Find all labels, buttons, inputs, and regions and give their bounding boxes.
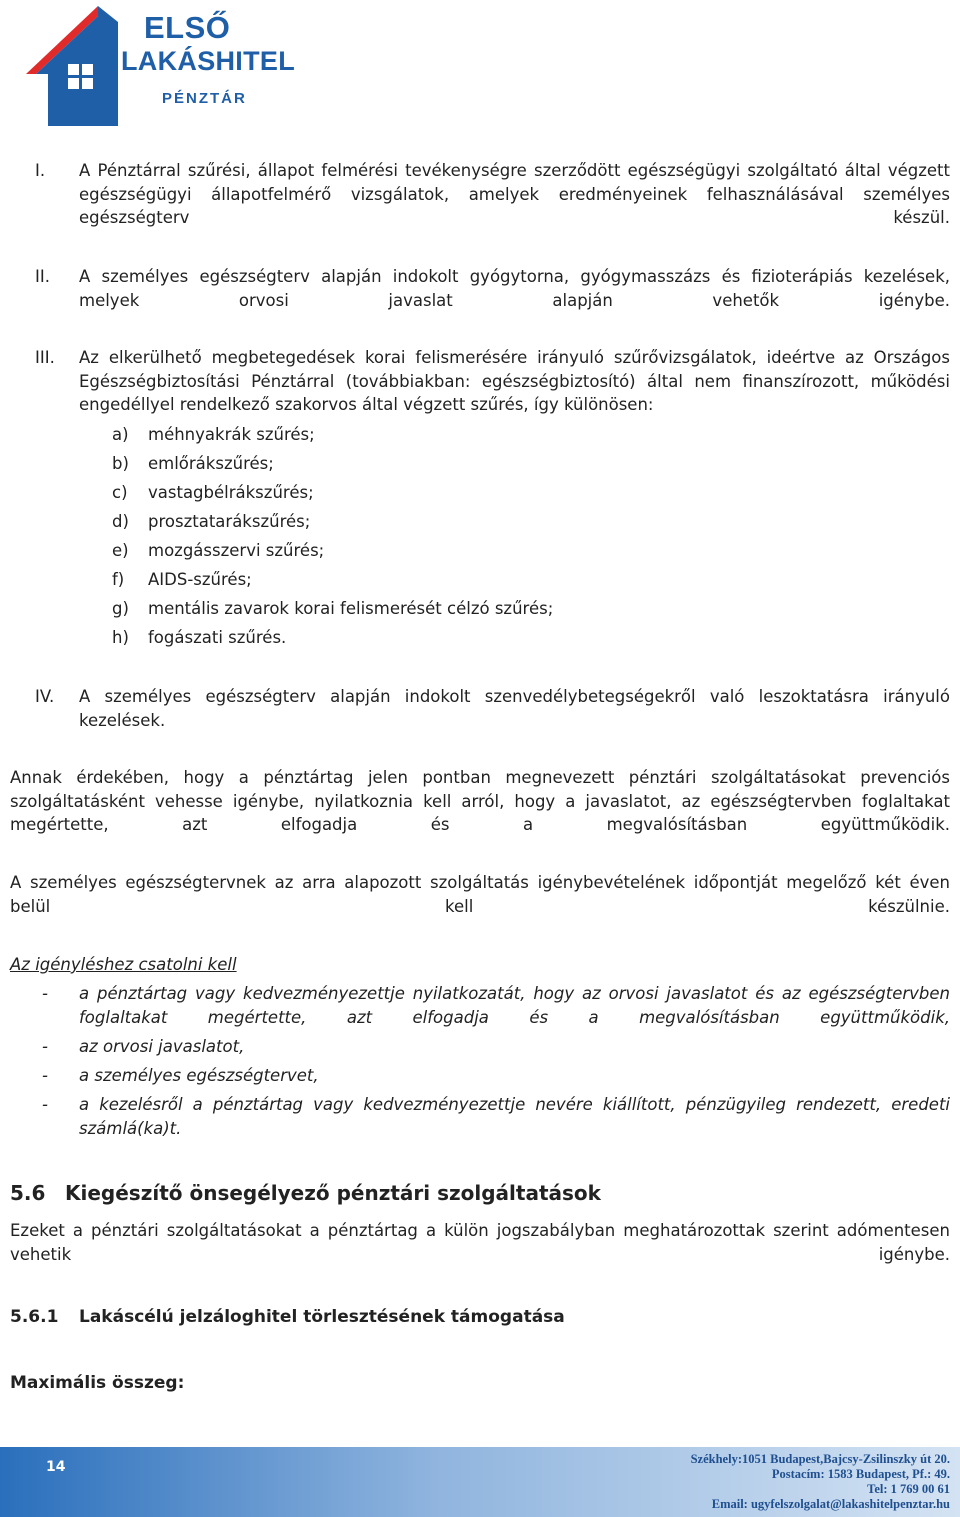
list-item-text: fogászati szűrés. <box>148 628 287 647</box>
subsection-number: 5.6.1 <box>10 1307 59 1327</box>
attachment-item: az orvosi javaslatot, <box>79 1037 245 1056</box>
list-item-text: mentális zavarok korai felismerését célzó szűrés; <box>148 599 554 618</box>
footer-postal: Postacím: 1583 Budapest, Pf.: 49. <box>771 1467 950 1481</box>
list-item <box>112 568 252 591</box>
footer-email: Email: ugyfelszolgalat@lakashitelpenztar.hu <box>711 1497 950 1511</box>
item-text: A személyes egészségterv alapján indokolt szenvedélybetegségekről való leszoktatásra irányuló kezelések. <box>79 687 950 730</box>
paragraph: A személyes egészségtervnek az arra alapozott szolgáltatás igénybevételének időpontját megelőző két éven belül kell készülnie. <box>10 873 950 916</box>
logo-text-line2: LAKÁSHITEL <box>121 46 295 76</box>
section-body: Ezeket a pénztári szolgáltatásokat a pénztártag a külön jogszabályban meghatározottak szerint adómentesen vehetik igénybe. <box>10 1221 950 1264</box>
list-item-text: méhnyakrák szűrés; <box>148 425 315 444</box>
logo-text-line3: PÉNZTÁR <box>162 90 247 107</box>
paragraph: Annak érdekében, hogy a pénztártag jelen pontban megnevezett pénztári szolgáltatásokat prevenciós szolgáltatásként vehesse igénybe, nyilatkoznia kell arról, hogy a javaslatot, az egészségtervben foglaltakat megértette, azt elfogadja és a megvalósításban együttműködik. <box>10 768 950 834</box>
attachment-item: a pénztártag vagy kedvezményezettje nyilatkozatát, hogy az orvosi javaslatot és az egészségtervben foglaltakat megértette, azt elfogadja és a megvalósításban együttműködik, <box>79 984 950 1027</box>
attachment-item: a kezelésről a pénztártag vagy kedvezményezettje nevére kiállított, pénzügyileg rendezett, eredeti számlá(ka)t. <box>79 1095 950 1138</box>
section-heading <box>10 1181 601 1205</box>
list-item-text: AIDS-szűrés; <box>148 570 252 589</box>
subsection-title: Lakáscélú jelzáloghitel törlesztésének támogatása <box>79 1307 565 1327</box>
list-item-text: mozgásszervi szűrés; <box>148 541 325 560</box>
item-text: Az elkerülhető megbetegedések korai felismerésére irányuló szűrővizsgálatok, ideértve az Országos Egészségbiztosítási Pénztárral (továbbiakban: egészségbiztosító) által nem finanszírozott, működési engedéllyel rendelkező szakorvos által végzett szűrés, így különösen: <box>79 348 950 414</box>
list-item <box>112 626 286 649</box>
subsection-heading <box>10 1307 565 1327</box>
contact-block <box>691 1452 950 1512</box>
list-item <box>112 452 274 475</box>
list-item-letter: h) <box>112 628 129 647</box>
page-number: 14 <box>46 1459 66 1475</box>
house-logo-icon <box>26 2 126 126</box>
list-item <box>112 481 314 504</box>
item-number: I. <box>35 161 46 180</box>
item-text: A Pénztárral szűrési, állapot felmérési tevékenységre szerződött egészségügyi szolgáltató által végzett egészségügyi állapotfelmérő vizsgálatok, amelyek eredményeinek felhasználásával személyes egészségterv készül. <box>79 161 950 227</box>
company-logo <box>26 2 308 126</box>
dash-marker: - <box>42 984 48 1003</box>
attachments-heading: Az igényléshez csatolni kell <box>10 955 237 974</box>
dash-marker: - <box>42 1037 48 1056</box>
footer-phone: Tel: 1 769 00 61 <box>867 1482 950 1496</box>
item-number: IV. <box>35 687 55 706</box>
dash-marker: - <box>42 1095 48 1114</box>
list-item <box>112 539 324 562</box>
list-item-letter: e) <box>112 541 129 560</box>
max-amount-label: Maximális összeg: <box>10 1373 185 1393</box>
section-number: 5.6 <box>10 1181 46 1205</box>
list-item-letter: d) <box>112 512 129 531</box>
footer-address: Székhely:1051 Budapest,Bajcsy-Zsilinszky út 20. <box>690 1452 950 1466</box>
list-item-letter: b) <box>112 454 129 473</box>
list-item-letter: f) <box>112 570 125 589</box>
item-number: III. <box>35 348 55 367</box>
list-item <box>112 423 315 446</box>
list-item <box>112 510 310 533</box>
dash-marker: - <box>42 1066 48 1085</box>
item-number: II. <box>35 267 50 286</box>
list-item-text: emlőrákszűrés; <box>148 454 274 473</box>
page-footer <box>0 1447 960 1517</box>
logo-text-line1: ELSŐ <box>144 10 231 45</box>
item-text: A személyes egészségterv alapján indokolt gyógytorna, gyógymasszázs és fizioterápiás kezelések, melyek orvosi javaslat alapján vehetők igénybe. <box>79 267 950 310</box>
list-item-letter: g) <box>112 599 129 618</box>
list-item-text: vastagbélrákszűrés; <box>148 483 314 502</box>
list-item-text: prosztatarákszűrés; <box>148 512 311 531</box>
section-title: Kiegészítő önsegélyező pénztári szolgáltatások <box>65 1181 601 1205</box>
list-item <box>112 597 553 620</box>
list-item-letter: a) <box>112 425 129 444</box>
attachment-item: a személyes egészségtervet, <box>79 1066 319 1085</box>
list-item-letter: c) <box>112 483 128 502</box>
